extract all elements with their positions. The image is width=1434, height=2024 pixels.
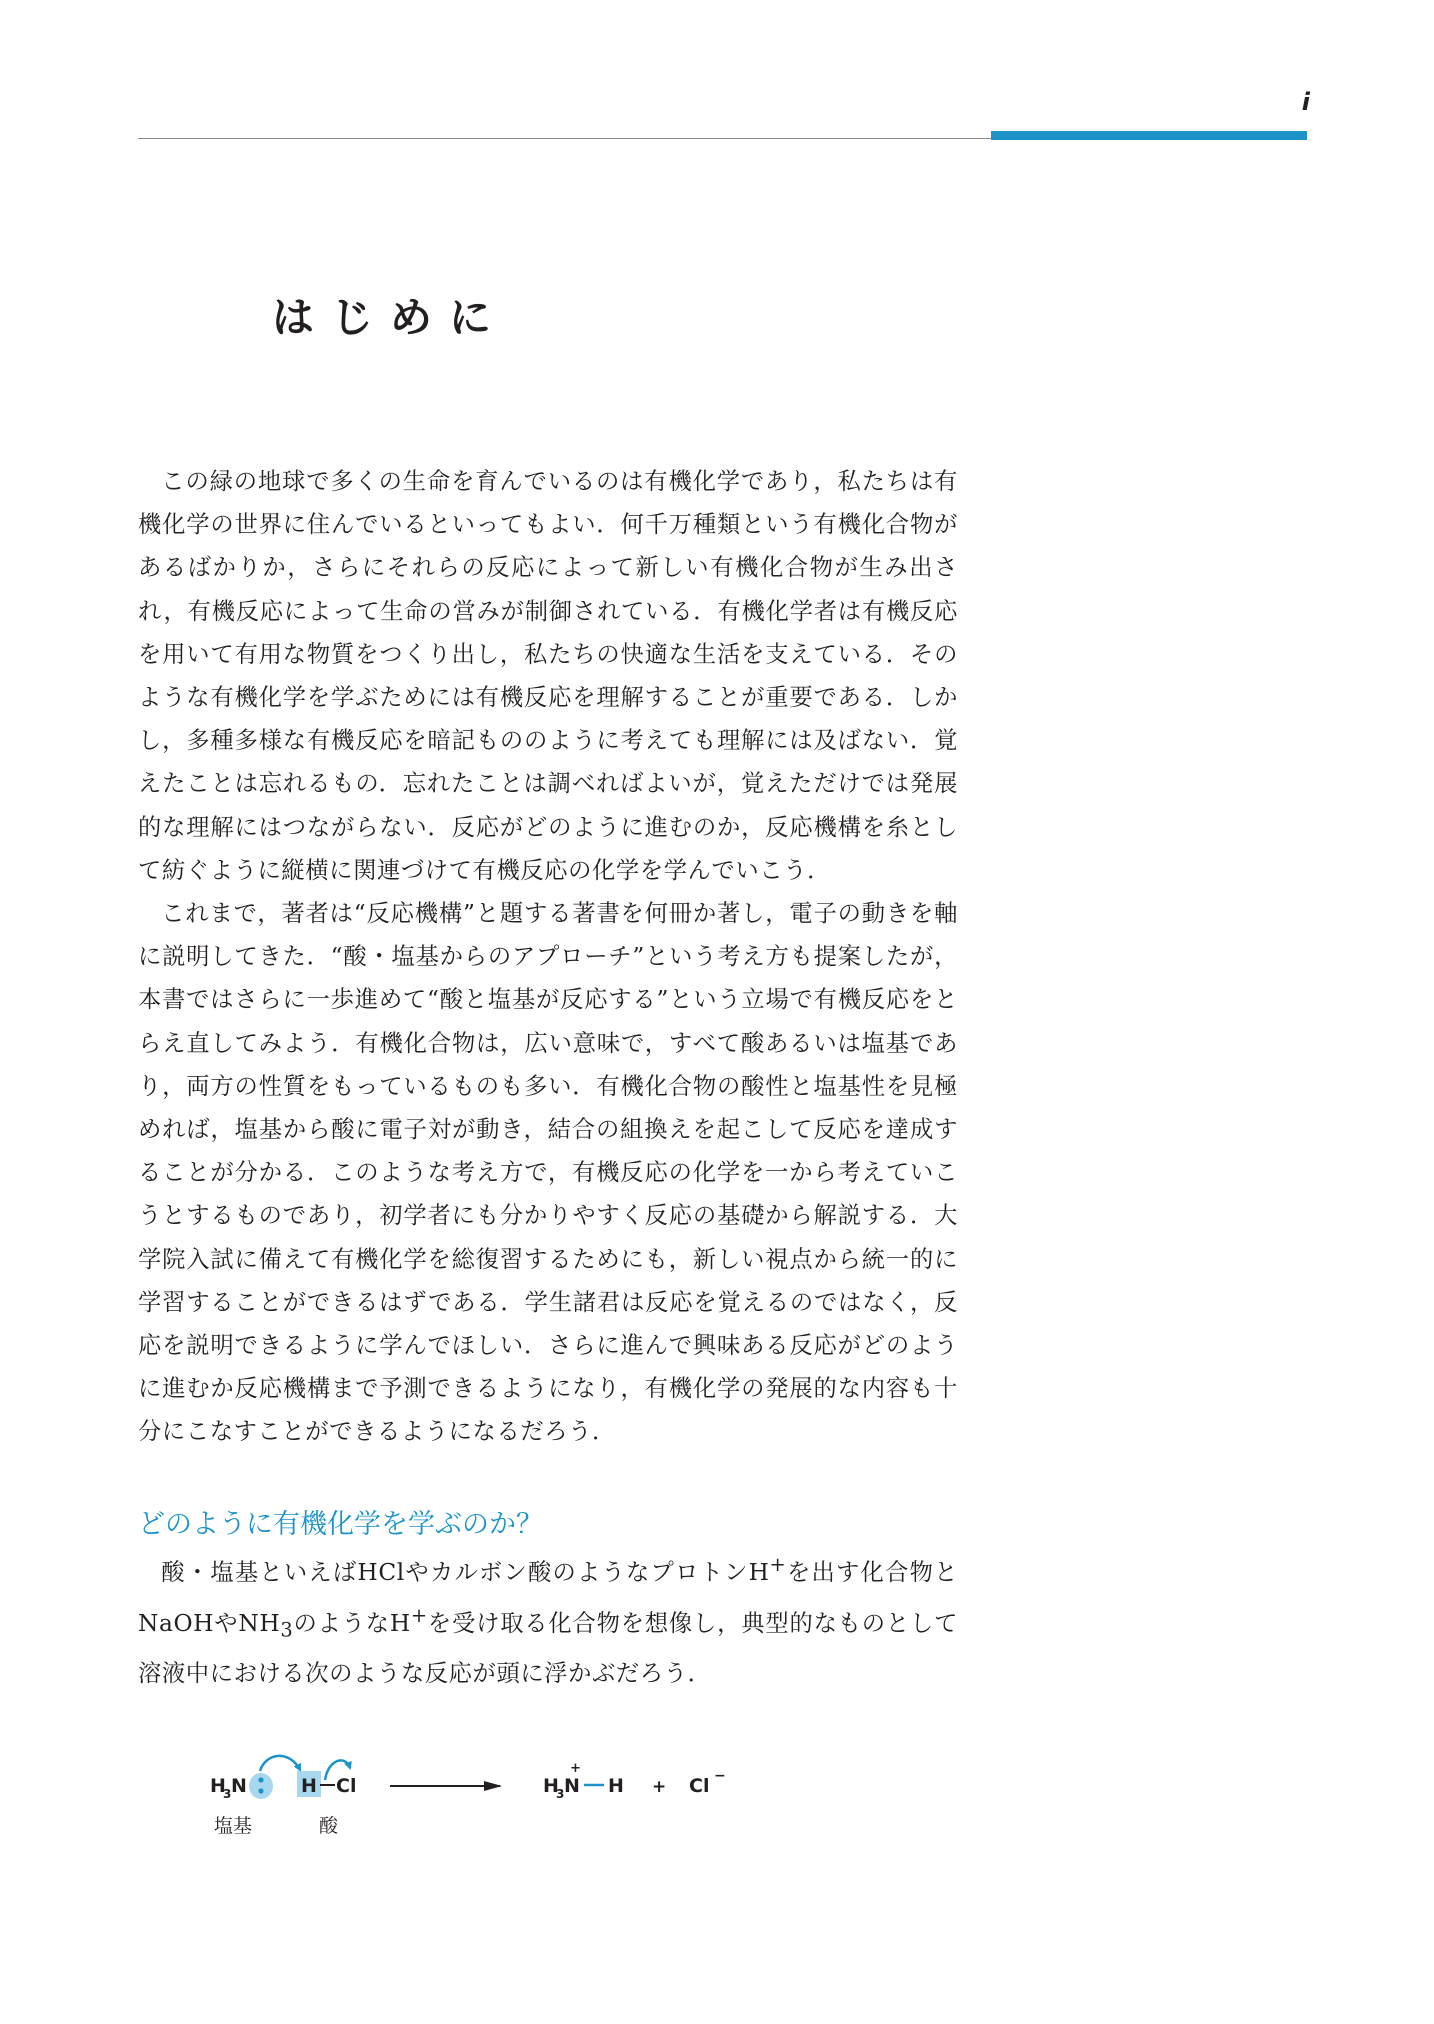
formula-h: H <box>748 1558 770 1586</box>
product-h: H <box>543 1775 559 1797</box>
subscript-3: 3 <box>280 1618 294 1642</box>
electron-dot <box>258 1788 263 1793</box>
product-subscript: 3 <box>556 1787 565 1801</box>
section-paragraph <box>138 1543 958 1695</box>
base-label: 塩基 <box>214 1815 253 1837</box>
acid-base-reaction-scheme <box>200 1740 760 1840</box>
formula-naoh: NaOH <box>138 1609 215 1637</box>
section-text <box>138 1543 958 1695</box>
text-run: のような <box>293 1609 390 1637</box>
text-run: を受け取る化合物を想像し，典型的なものとして溶液中における次のような反応が頭に浮かぶだろう． <box>138 1609 958 1687</box>
page-number: i <box>1301 88 1310 116</box>
text-run: を出す化合物と <box>786 1558 958 1586</box>
plus-sign: + <box>652 1777 667 1797</box>
ammonia-subscript: 3 <box>223 1787 232 1801</box>
acid-label: 酸 <box>319 1815 339 1837</box>
electron-arrow-base-to-proton <box>260 1756 300 1771</box>
text-run: や <box>214 1609 239 1637</box>
chloride-cl: Cl <box>689 1775 710 1797</box>
superscript-plus: + <box>410 1603 428 1627</box>
ammonia-n: N <box>231 1775 247 1797</box>
text-run: 酸・塩基といえば <box>161 1558 358 1586</box>
superscript-plus: + <box>769 1553 787 1576</box>
intro-paragraph-2: これまで，著者は“反応機構”と題する著書を何冊か著し，電子の動きを軸に説明してきた．“酸・塩基からのアプローチ”という考え方も提案したが，本書ではさらに一歩進めて“酸と塩基が反応する”という立場で有機反応をとらえ直してみよう．有機化合物は，広い意味で，すべて酸あるいは塩基であり，両方の性質をもっているものも多い．有機化合物の酸性と塩基性を見極めれば，塩基から酸に電子対が動き，結合の組換えを起こして反応を達成することが分かる．このような考え方で，有機反応の化学を一から考えていこうとするものであり，初学者にも分かりやすく反応の基礎から解説する．大学院入試に備えて有機化学を総復習するためにも，新しい視点から統一的に学習することができるはずである．学生諸君は反応を覚えるのではなく，反応を説明できるように学んでほしい．さらに進んで興味ある反応がどのように進むか反応機構まで予測できるようになり，有機化学の発展的な内容も十分にこなすことができるようになるだろう． <box>138 900 958 1446</box>
header-accent-bar <box>991 131 1307 140</box>
product-h2: H <box>608 1775 624 1797</box>
ammonia-h: H <box>210 1775 226 1797</box>
formula-nh: NH <box>238 1609 281 1637</box>
section-heading: どのように有機化学を学ぶのか？ <box>138 1509 543 1540</box>
hcl-cl: Cl <box>336 1775 357 1797</box>
text-run: やカルボン酸のようなプロトン <box>404 1558 749 1586</box>
lone-pair-highlight <box>249 1773 273 1799</box>
product-n: N <box>564 1775 580 1797</box>
hcl-h: H <box>301 1775 317 1797</box>
intro-text <box>138 460 958 1454</box>
positive-charge: + <box>570 1761 581 1776</box>
page-title: はじめに <box>272 293 509 342</box>
negative-charge: − <box>714 1768 726 1784</box>
intro-paragraph-1: この緑の地球で多くの生命を育んでいるのは有機化学であり，私たちは有機化学の世界に住んでいるといってもよい．何千万種類という有機化合物があるばかりか，さらにそれらの反応によって新しい有機化合物が生み出され，有機反応によって生命の営みが制御されている．有機化学者は有機反応を用いて有用な物質をつくり出し，私たちの快適な生活を支えている．そのような有機化学を学ぶためには有機反応を理解することが重要である．しかし，多種多様な有機反応を暗記もののように考えても理解には及ばない．覚えたことは忘れるもの．忘れたことは調べればよいが，覚えただけでは発展的な理解にはつながらない．反応がどのように進むのか，反応機構を糸として紡ぐように縦横に関連づけて有機反応の化学を学んでいこう． <box>138 468 958 884</box>
electron-dot <box>258 1777 263 1782</box>
formula-h: H <box>389 1609 411 1637</box>
formula-hcl: HCl <box>357 1558 405 1586</box>
